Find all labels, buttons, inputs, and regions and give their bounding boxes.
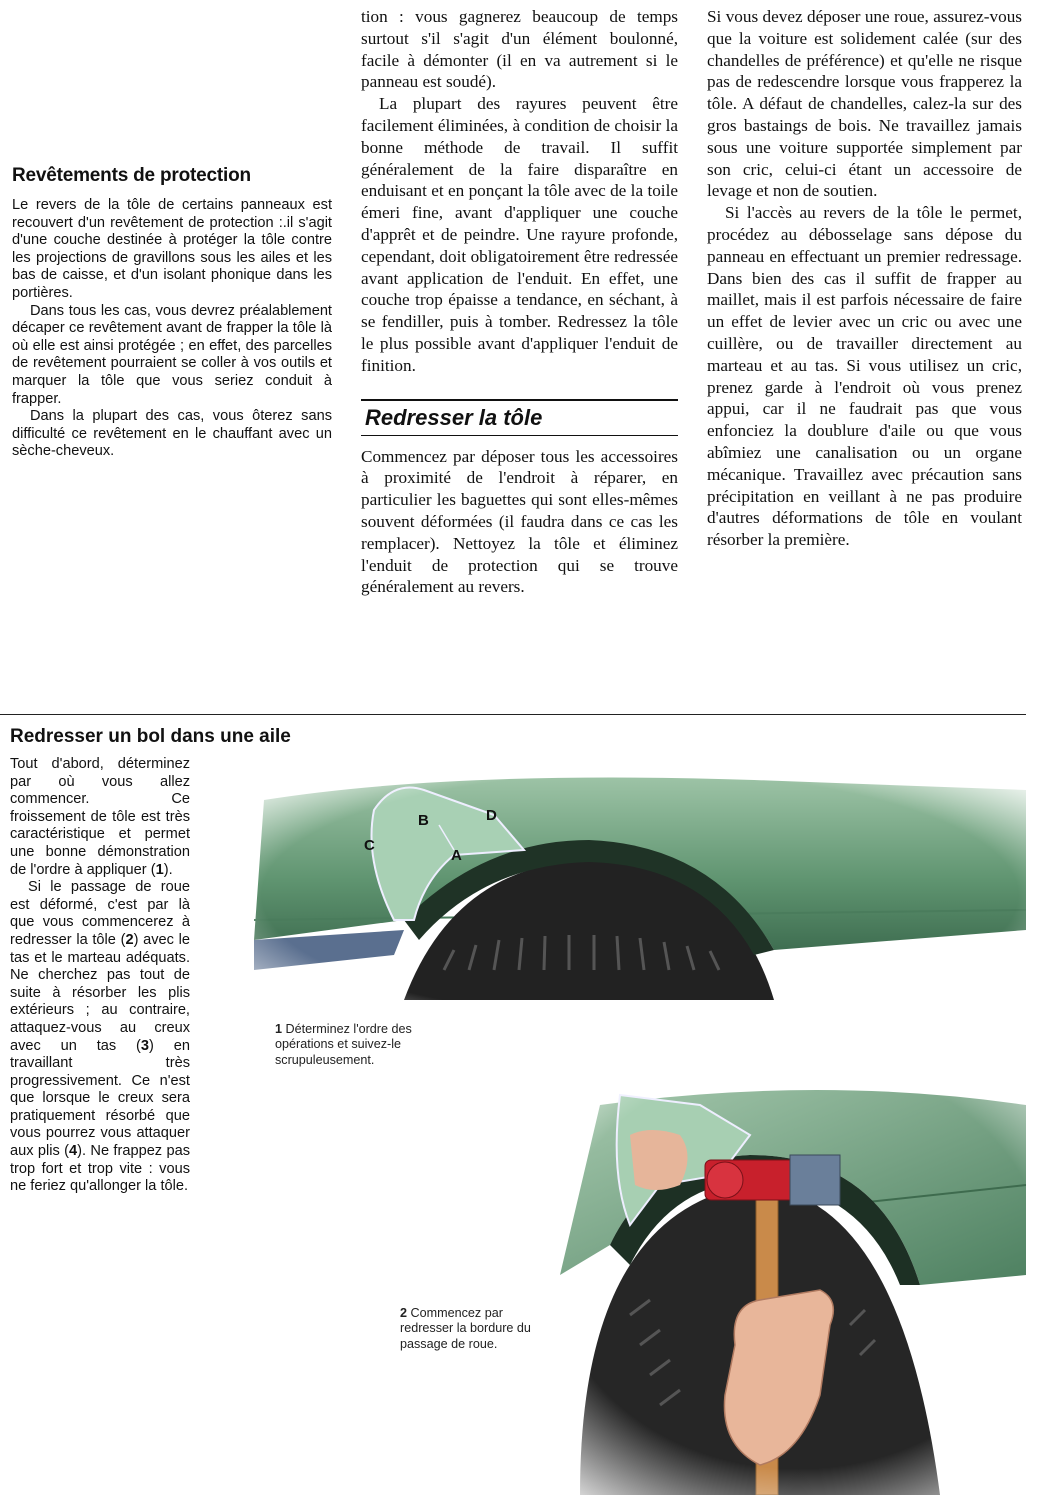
figure-1-dented-wing (254, 770, 1026, 1020)
fold-label-d: D (486, 807, 497, 824)
fold-label-c: C (364, 837, 375, 854)
right-paragraph-1: Si vous devez déposer une roue, assurez-vous que la voiture est solidement calée (sur des chandelles de préférence) et qu'elle ne risque pas de redescendre lorsque vous frapperez la tôle. A défaut de chandelles, calez-la sur des gros bastaings de bois. Ne travaillez jamais sous une voiture supportée simplement par son cric, celui-ci étant un accessoire de levage et non de soutien. (707, 7, 1022, 201)
figure-2-caption: 2 Commencez par redresser la bordure du passage de roue. (400, 1306, 531, 1351)
middle-paragraph-3: Commencez par déposer tous les accessoires à proximité de l'endroit à réparer, en particulier les baguettes qui sont elles-mêmes souvent déformées (il faudra dans ce cas les remplacer). Nettoyez la tôle et éliminez l'enduit de protection qui se trouve généralement au revers. (361, 446, 678, 597)
right-column (707, 6, 1022, 551)
figure-2-hammer-repair (520, 1075, 1026, 1495)
figure-1-caption: 1 Déterminez l'ordre des opérations et suivez-le scrupuleusement. (275, 1022, 412, 1067)
sidebar-protection-coatings (12, 165, 332, 461)
middle-column (361, 6, 678, 598)
fold-label-a: A (451, 847, 462, 864)
sidebar-paragraph-3: Dans la plupart des cas, vous ôterez sans difficulté ce revêtement en le chauffant avec un sèche-cheveux. (12, 408, 332, 460)
bottom-section-title: Redresser un bol dans une aile (10, 726, 291, 747)
bottom-paragraph-2: Si le passage de roue est déformé, c'est par là que vous commencerez à redresser la tôle (2) avec le tas et le marteau adéquats. Ne cherchez pas tout de suite à résorber les plis extérieurs ; au contraire, attaquez-vous au creux avec un tas (3) en travaillant très progressivement. Ce n'est que lorsque le creux sera pratiquement résorbé que vous pourrez vous attaquer aux plis (4). Ne frappez pas trop fort et trop vite : vous ne feriez qu'allonger la tôle. (10, 879, 190, 1195)
sidebar-heading: Revêtements de protection (12, 165, 251, 186)
bottom-section-text (10, 756, 190, 1196)
middle-paragraph-2: La plupart des rayures peuvent être facilement éliminées, à condition de choisir la bonne méthode de travail. Il suffit généralement de la faire disparaître en enduisant et en ponçant la tôle avec de la toile émeri fine, avant d'appliquer une couche d'apprêt et de peindre. Une rayure profonde, cependant, doit obligatoirement être redressée avant application de l'enduit. En effet, une couche trop épaisse a tendance, en séchant, à se fendiller, puis à tomber. Redressez la tôle le plus possible avant d'appliquer l'enduit de finition. (361, 94, 678, 375)
sidebar-paragraph-1: Le revers de la tôle de certains panneaux est recouvert d'un revêtement de protection :.il s'agit d'une couche destinée à protéger la tôle contre les projections de gravillons sous les ailes et les bas de caisse, et d'un isolant phonique dans les portières. (12, 197, 332, 301)
section-divider (0, 714, 1026, 715)
section-heading-redresser-la-tole: Redresser la tôle (361, 399, 678, 436)
bottom-paragraph-1: Tout d'abord, déterminez par où vous allez commencer. Ce froissement de tôle est très caractéristique et permet une bonne démonstration de l'ordre à appliquer (1). (10, 756, 190, 878)
sidebar-paragraph-2: Dans tous les cas, vous devrez préalablement décaper ce revêtement avant de frapper la tôle là où elle est ainsi protégée ; en effet, des parcelles de revêtement pourraient se coller à vos outils et marquer la tôle que vous seriez conduit à frapper. (12, 302, 332, 407)
fold-label-b: B (418, 812, 429, 829)
right-paragraph-2: Si l'accès au revers de la tôle le permet, procédez au débosselage sans dépose du panneau en effectuant un premier redressage. Dans bien des cas il suffit de frapper au maillet, mais il est parfois nécessaire de faire un effet de levier avec un cric ou avec une cuillère, ou de travailler directement au marteau et au tas. Si vous utilisez un cric, prenez garde à l'endroit où vous prenez appui, car il ne faudrait pas que vous enfonciez la doublure d'aile ou que vous abîmiez une canalisation ou un organe mécanique. Travaillez avec précaution sans précipitation en veillant à ne pas produire d'autres déformations de tôle en voulant résorber la première. (707, 203, 1022, 550)
middle-paragraph-1: tion : vous gagnerez beaucoup de temps surtout s'il s'agit d'un élément boulonné, facile à démonter (il en va autrement si le panneau est soudé). (361, 7, 678, 92)
